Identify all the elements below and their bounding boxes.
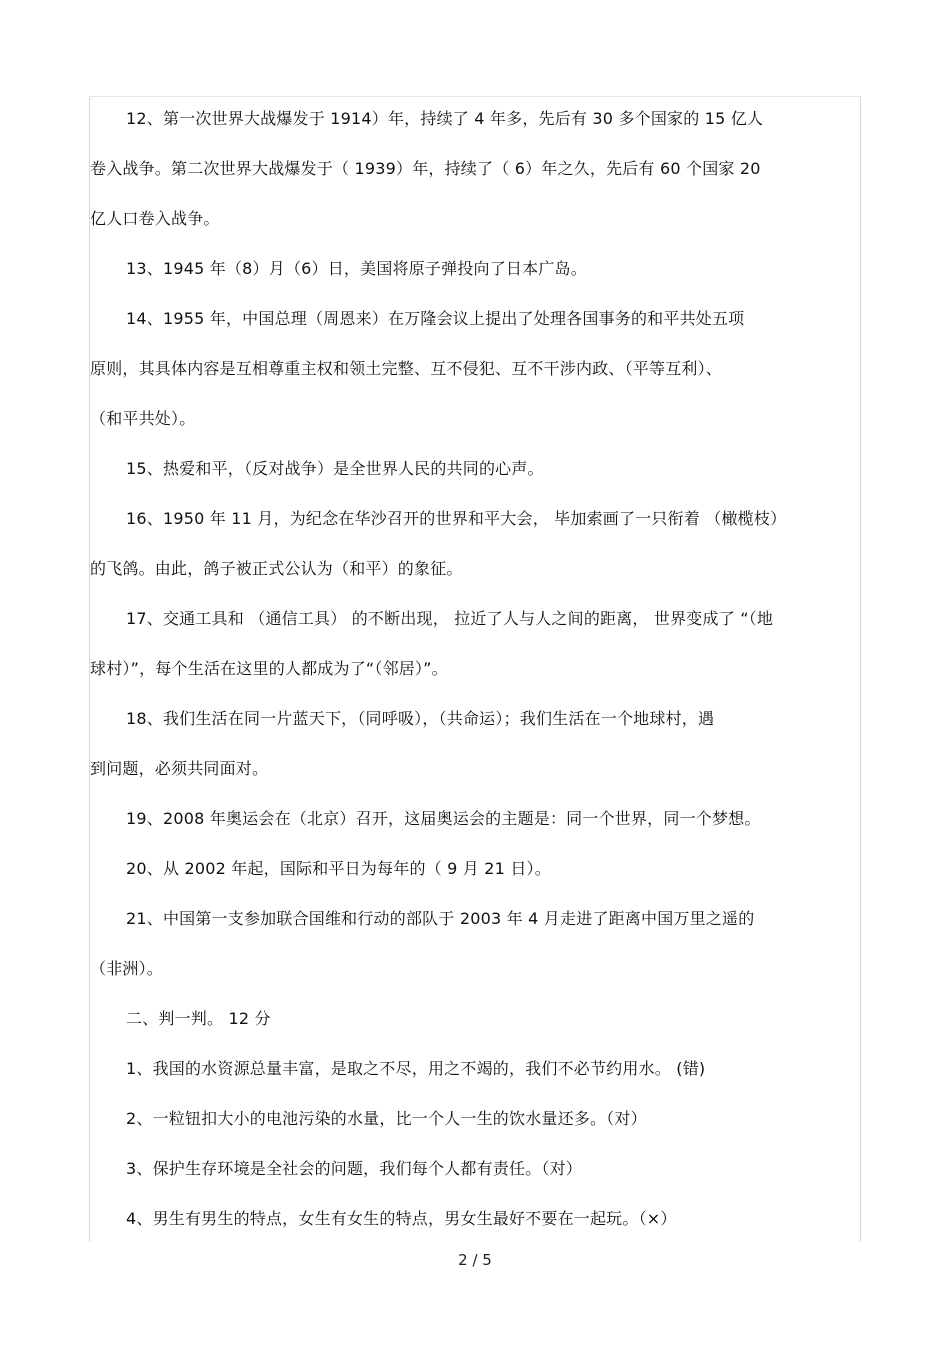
text-line: 16、1950 年 11 月，为纪念在华沙召开的世界和平大会， 毕加索画了一只衔着 （橄榄枝） <box>126 509 787 528</box>
text-line: 球村）”，每个生活在这里的人都成为了“（邻居）”。 <box>90 659 448 678</box>
section-heading: 二、判一判。 12 分 <box>126 1009 271 1028</box>
text-line: 2、一粒钮扣大小的电池污染的水量，比一个人一生的饮水量还多。（对） <box>126 1109 647 1128</box>
text-line: 1、我国的水资源总量丰富，是取之不尽，用之不竭的，我们不必节约用水。 (错) <box>126 1059 706 1078</box>
text-line: 18、我们生活在同一片蓝天下，（同呼吸），（共命运）；我们生活在一个地球村，遇 <box>126 709 715 728</box>
text-line: 15、热爱和平，（反对战争）是全世界人民的共同的心声。 <box>126 459 544 478</box>
text-line: 12、第一次世界大战爆发于 1914）年，持续了 4 年多，先后有 30 多个国家的 15 亿人 <box>126 109 764 128</box>
text-line: 3、保护生存环境是全社会的问题，我们每个人都有责任。（对） <box>126 1159 582 1178</box>
page-indicator: 2 / 5 <box>458 1251 492 1269</box>
text-line: 到问题，必须共同面对。 <box>90 759 269 778</box>
text-line: 20、从 2002 年起，国际和平日为每年的（ 9 月 21 日）。 <box>126 859 551 878</box>
text-line: （非洲）。 <box>90 959 164 978</box>
text-line: 亿人口卷入战争。 <box>90 209 220 228</box>
text-line: 13、1945 年（8）月（6）日，美国将原子弹投向了日本广岛。 <box>126 259 587 278</box>
text-line: （和平共处）。 <box>90 409 196 428</box>
text-line: 19、2008 年奥运会在（北京）召开，这届奥运会的主题是：同一个世界，同一个梦想。 <box>126 809 761 828</box>
text-line: 原则，其具体内容是互相尊重主权和领土完整、互不侵犯、互不干涉内政、（平等互利）、 <box>90 359 723 378</box>
text-line: 的飞鸽。由此，鸽子被正式公认为（和平）的象征。 <box>90 559 463 578</box>
text-line: 卷入战争。第二次世界大战爆发于（ 1939）年，持续了（ 6）年之久，先后有 60 个国家 20 <box>90 159 761 178</box>
text-line: 17、交通工具和 （通信工具） 的不断出现， 拉近了人与人之间的距离， 世界变成了 “（地 <box>126 609 774 628</box>
text-line: 21、中国第一支参加联合国维和行动的部队于 2003 年 4 月走进了距离中国万里之遥的 <box>126 909 755 928</box>
text-line: 14、1955 年，中国总理（周恩来）在万隆会议上提出了处理各国事务的和平共处五项 <box>126 309 745 328</box>
text-line: 4、男生有男生的特点，女生有女生的特点，男女生最好不要在一起玩。（×） <box>126 1209 677 1228</box>
